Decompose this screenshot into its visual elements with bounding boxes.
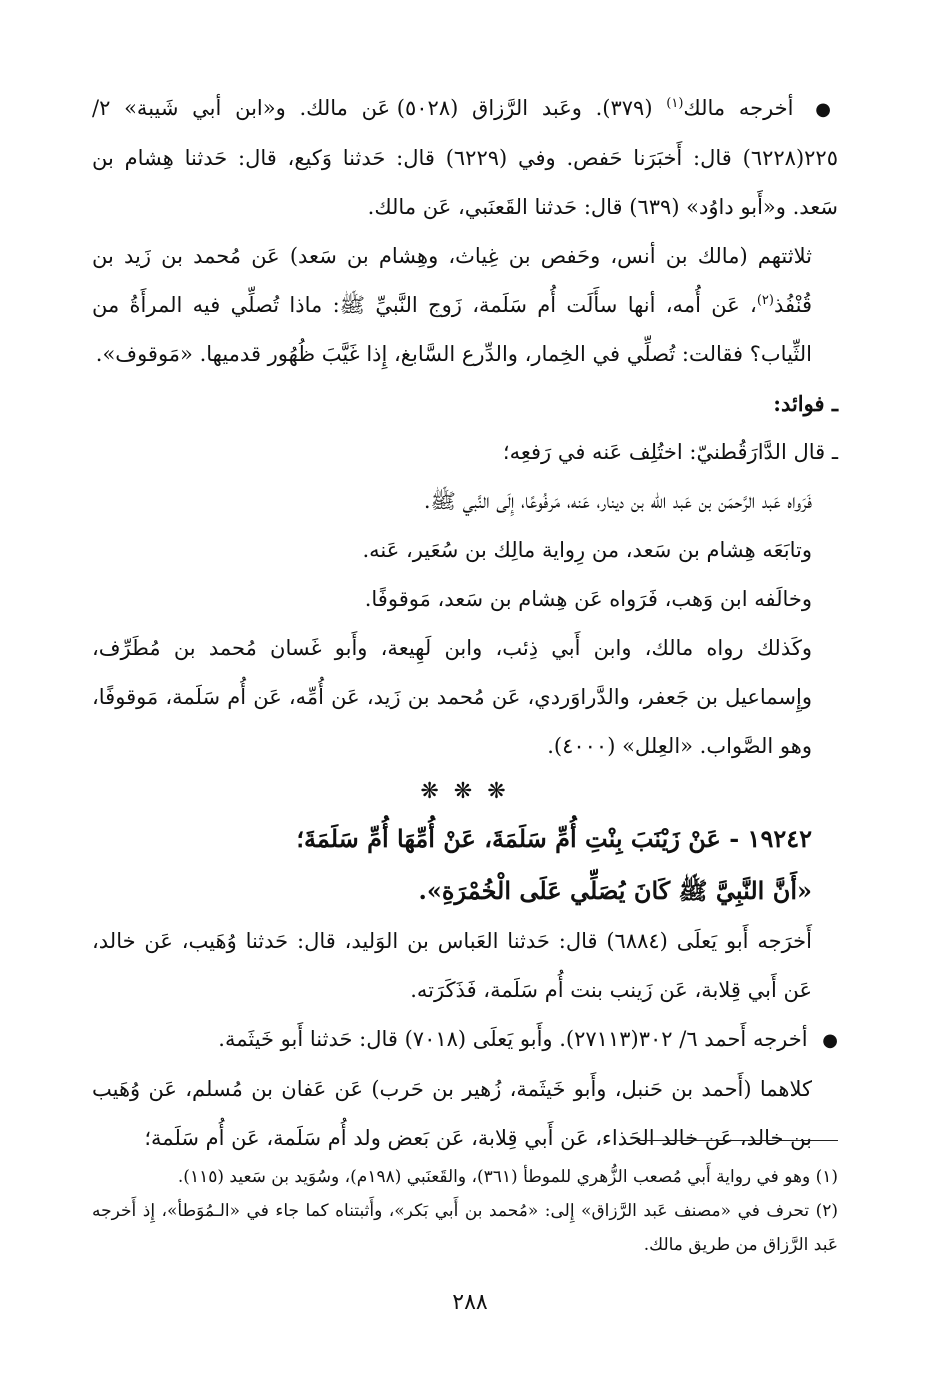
footnote-2: (٢) تحرف في «مصنف عَبد الرَّزاق» إِلى: «مُحمد بن أَبي بَكر»، وأَثبتناه كما جاء في «الـمُوَطأ»، إِذ أَخرجه عَبد الرَّزاق من طريق مالك. bbox=[92, 1201, 838, 1255]
benefit-line-2: فَرَواه عَبد الرَّحمَن بن عَبد الله بن دينار، عَنه، مَرفُوعًا، إِلَى النَّبي ﷺ. bbox=[423, 489, 812, 513]
benefit-line-4: وخالَفه ابن وَهب، فَرَواه عَن هِشام بن سَعد، مَوقوفًا. bbox=[364, 587, 812, 611]
main-text bbox=[92, 84, 838, 1163]
hadith-text-line: «أَنَّ النَّبِيَّ ﷺ كَانَ يُصَلِّي عَلَى الْخُمْرَةِ». bbox=[418, 876, 812, 905]
takhrij-paragraph-1 bbox=[92, 84, 838, 232]
bullet-icon: ● bbox=[815, 99, 838, 120]
footnotes bbox=[92, 1160, 838, 1262]
narrators-paragraph bbox=[92, 232, 838, 379]
intro-text-start: أخرجه مالك bbox=[683, 96, 794, 120]
benefit-line-5: وكَذلك رواه مالك، وابن أَبي ذِئب، وابن لَهِيعة، وأَبو غَسان مُحمد بن مُطَرِّف، وإِسماعيل بن جَعفر، والدَّراوَردي، عَن مُحمد بن زَيد، عَن أُمِّه، عَن أُم سَلَمة، مَوقوفًا، وهو الصَّواب. «العِلل» (٤٠٠٠). bbox=[92, 636, 812, 758]
intro-text-rest: (٣٧٩). وعَبد الرَّزاق (٥٠٢٨) عَن مالك. و«ابن أبي شَيبة» ٢/ ٢٢٥(٦٢٢٨) قال: أَخبَرَنا حَفص. وفي (٦٢٢٩) قال: حَدثنا وَكيع، قال: حَدثنا هِشام بن سَعد. و«أَبو داوُد» (٦٣٩) قال: حَدثنا القَعنَبي، عَن مالك. bbox=[92, 96, 838, 219]
section-separator: ❋ ❋ ❋ bbox=[420, 779, 510, 804]
footnote-divider bbox=[638, 1140, 838, 1141]
footnote-1: (١) وهو في رواية أَبي مُصعب الزُّهري للموطأ (٣٦١)، والقَعنَبي (١٩٨م)، وسُوَيد بن سَعيد (١١٥). bbox=[177, 1167, 838, 1187]
takhrij-paragraph-2: أَخرَجه أَبو يَعلَى (٦٨٨٤) قال: حَدثنا العَباس بن الوَليد، قال: حَدثنا وُهَيب، عَن خالد، عَن أَبي قِلابة، عَن زَينب بنت أُم سَلَمة، فَذَكَرَته. bbox=[92, 929, 812, 1002]
benefit-line-1: ـ قال الدَّارَقُطنيّ: اختُلِف عَنه في رَفعِه؛ bbox=[502, 440, 838, 464]
narrators-text-start: ثلاثتهم (مالك بن أنس، وحَفص بن غِياث، وهِشام بن سَعد) عَن مُحمد بن زَيد بن قُنْفُذ bbox=[92, 244, 812, 317]
takhrij-ahmad-text: أخرجه أَحمد ٦/ ٣٠٢(٢٧١١٣). وأَبو يَعلَى (٧٠١٨) قال: حَدثنا أَبو خَيثَمة. bbox=[218, 1027, 808, 1051]
footnote-ref-1: (١) bbox=[666, 96, 684, 111]
bullet-icon: ● bbox=[822, 1030, 838, 1051]
takhrij-paragraph-4: كلاهما (أَحمد بن حَنبل، وأَبو خَيثَمة، زُهير بن حَرب) عَن عَفان بن مُسلم، عَن وُهَيب بن خالد، عَن خالد الحَذاء، عَن أَبي قِلابة، عَن بَعض ولد أُم سَلَمة، عَن أُم سَلَمة؛ bbox=[92, 1077, 812, 1150]
footnote-ref-2: (٢) bbox=[756, 293, 774, 308]
benefit-line-3: وتابَعَه هِشام بن سَعد، من رِواية مالِك بن سُعَير، عَنه. bbox=[362, 538, 812, 562]
benefits-heading: ـ فوائد: bbox=[773, 391, 838, 416]
hadith-number-line: ١٩٢٤٢ - عَنْ زَيْنَبَ بِنْتِ أُمِّ سَلَمَةَ، عَنْ أُمِّهَا أُمِّ سَلَمَةَ؛ bbox=[296, 824, 812, 853]
narrators-text-rest: ، عَن أُمه، أنها سأَلَت أُم سَلَمة، زَوج النَّبيِّ ﷺ: ماذا تُصلِّي فيه المرأَةُ من الثِّياب؟ فقالت: تُصلِّي في الخِمار، والدِّرع السَّابغ، إِذا غَيَّبَ ظُهُور قدميها. «مَوقوف». bbox=[92, 293, 812, 366]
takhrij-paragraph-3 bbox=[92, 1015, 838, 1065]
page-number: ٢٨٨ bbox=[452, 1290, 488, 1315]
